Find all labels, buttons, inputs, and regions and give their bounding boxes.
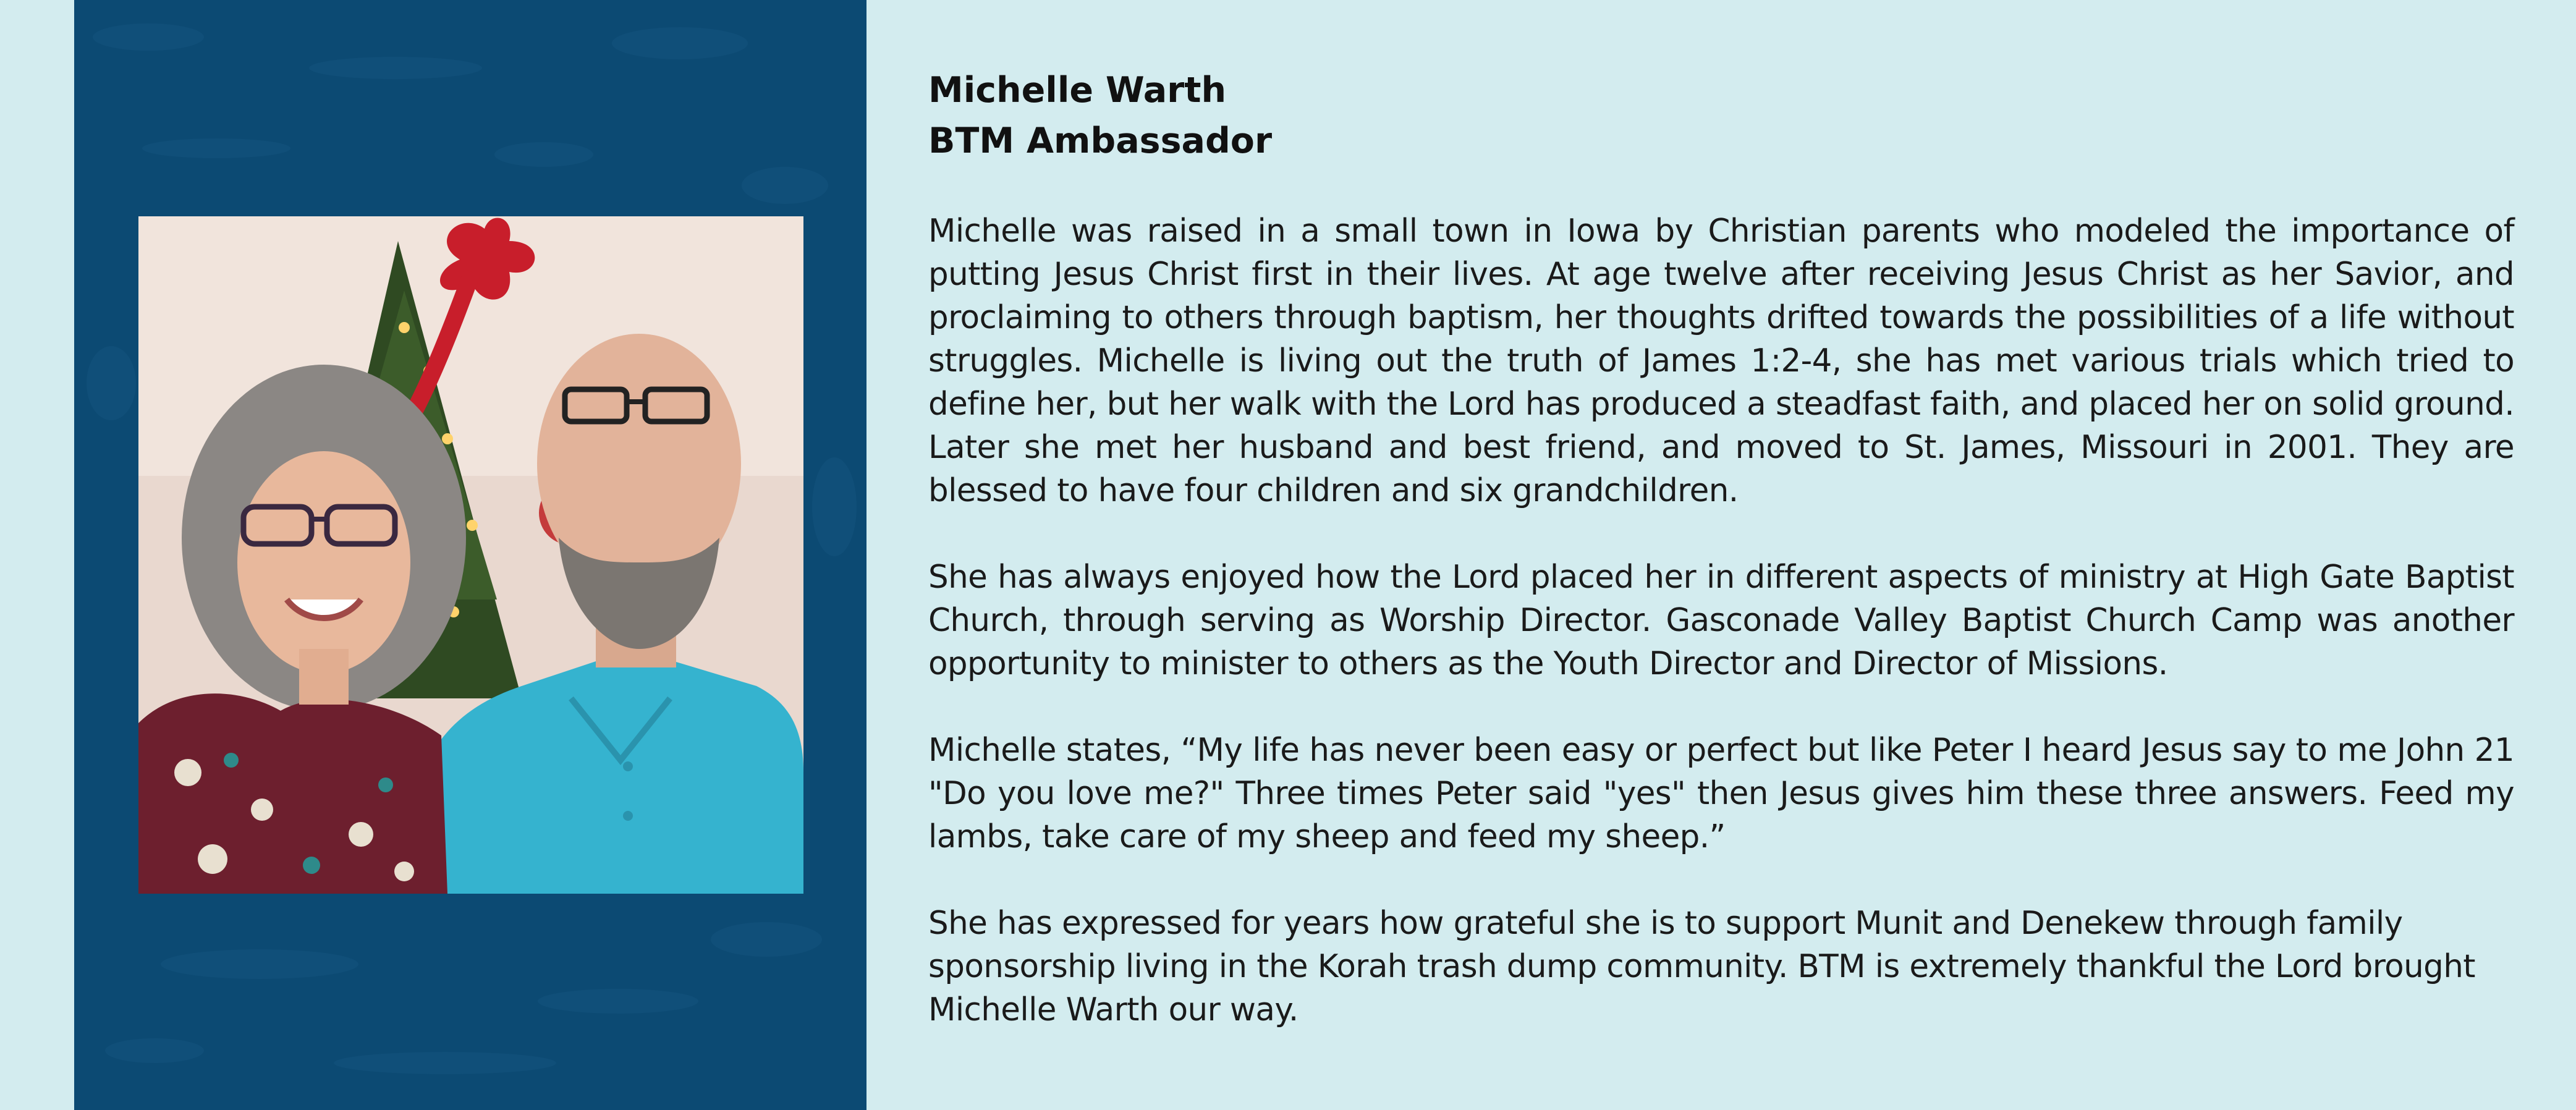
portrait-photo-icon bbox=[138, 216, 803, 894]
portrait-photo bbox=[138, 216, 803, 894]
photo-panel bbox=[74, 0, 866, 1110]
profile-name: Michelle Warth bbox=[928, 70, 1227, 111]
bio-paragraph: Michelle states, “My life has never been easy or perfect but like Peter I heard Jesus say to me John 21 "Do you love me?" Three times Peter said "yes" then Jesus gives him these three answers. Feed my lambs, take care of my sheep and feed my sheep.” bbox=[928, 732, 2514, 855]
bio-paragraph: She has always enjoyed how the Lord placed her in different aspects of ministry at High Gate Baptist Church, through serving as Worship Director. Gasconade Valley Baptist Church Camp was another opportunity to minister to others as the Youth Director and Director of Missions. bbox=[928, 559, 2514, 682]
bio-text bbox=[928, 210, 2514, 1032]
bio-paragraph: She has expressed for years how grateful she is to support Munit and Denekew through family sponsorship living in the Korah trash dump community. BTM is extremely thankful the Lord brought Michelle Warth our way. bbox=[928, 905, 2475, 1028]
profile-content bbox=[928, 65, 2514, 1032]
profile-role: BTM Ambassador bbox=[928, 121, 1273, 161]
bio-paragraph: Michelle was raised in a small town in Iowa by Christian parents who modeled the importance of putting Jesus Christ first in their lives. At age twelve after receiving Jesus Christ as her Savior, and proclaiming to others through baptism, her thoughts drifted towards the possibilities of a life without struggles. Michelle is living out the truth of James 1:2-4, she has met various trials which tried to define her, but her walk with the Lord has produced a steadfast faith, and placed her on solid ground. Later she met her husband and best friend, and moved to St. James, Missouri in 2001. They are blessed to have four children and six grandchildren. bbox=[928, 213, 2514, 509]
